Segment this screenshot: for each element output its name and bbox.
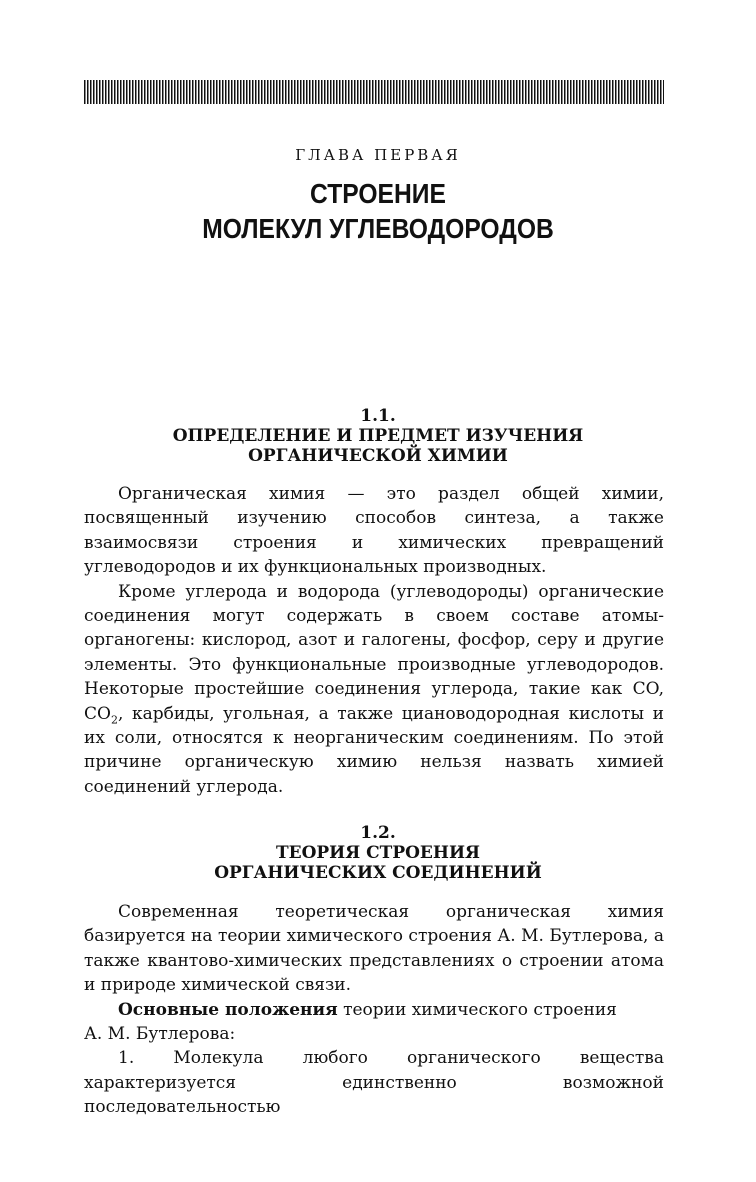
- chapter-title: [45, 176, 710, 246]
- chapter-title-line1: СТРОЕНИЕ: [310, 178, 446, 209]
- paragraph-text: теории химического строения: [337, 999, 617, 1020]
- section-number: 1.2.: [360, 823, 396, 843]
- section-number: 1.1.: [360, 406, 396, 426]
- paragraph: Органическая химия — это раздел общей химии, посвященный изучению способов синтеза, а также взаимосвязи строения и химических превращений углеводородов и их функциональных производных.: [84, 484, 664, 578]
- section-title-line1: ОПРЕДЕЛЕНИЕ И ПРЕДМЕТ ИЗУЧЕНИЯ: [172, 426, 584, 446]
- section-1-body: [84, 482, 664, 799]
- decorative-rule: [84, 80, 664, 104]
- chapter-title-line2: МОЛЕКУЛ УГЛЕВОДОРОДОВ: [202, 213, 554, 244]
- paragraph-text: , карбиды, угольная, а также циановодородная кислоты и их соли, относятся к неорганическим соединениям. По этой причине органическую химию нельзя назвать химией соединений углерода.: [84, 703, 664, 797]
- section-title-line2: ОРГАНИЧЕСКОЙ ХИМИИ: [248, 446, 508, 466]
- chapter-label: ГЛАВА ПЕРВАЯ: [295, 146, 461, 164]
- section-title-line1: ТЕОРИЯ СТРОЕНИЯ: [275, 843, 481, 863]
- paragraph: Современная теоретическая органическая химия базируется на теории химического строения А. М. Бутлерова, а также квантово-химических представлениях о строении атома и природе химической связи.: [84, 902, 664, 996]
- section-heading-2: [0, 823, 756, 883]
- paragraph: [84, 998, 664, 1022]
- paragraph-text: Кроме углерода и водорода (углеводороды) органические соединения могут содержать в своем составе атомы-органогены: кислород, азот и галогены, фосфор, серу и другие элементы. Это функциональные производные углеводородов. Некоторые простейшие соединения углерода, такие как CO, CO: [84, 581, 664, 724]
- bold-term: Основные положения: [118, 999, 338, 1020]
- section-title-line2: ОРГАНИЧЕСКИХ СОЕДИНЕНИЙ: [214, 863, 542, 883]
- subscript: 2: [110, 713, 118, 727]
- paragraph: [84, 580, 664, 800]
- section-heading-1: [0, 406, 756, 466]
- paragraph: А. М. Бутлерова:: [84, 1024, 236, 1045]
- paragraph: 1. Молекула любого органического вещества характеризуется единственно возможной последовательностью: [84, 1048, 664, 1118]
- section-2-body: [84, 900, 664, 1120]
